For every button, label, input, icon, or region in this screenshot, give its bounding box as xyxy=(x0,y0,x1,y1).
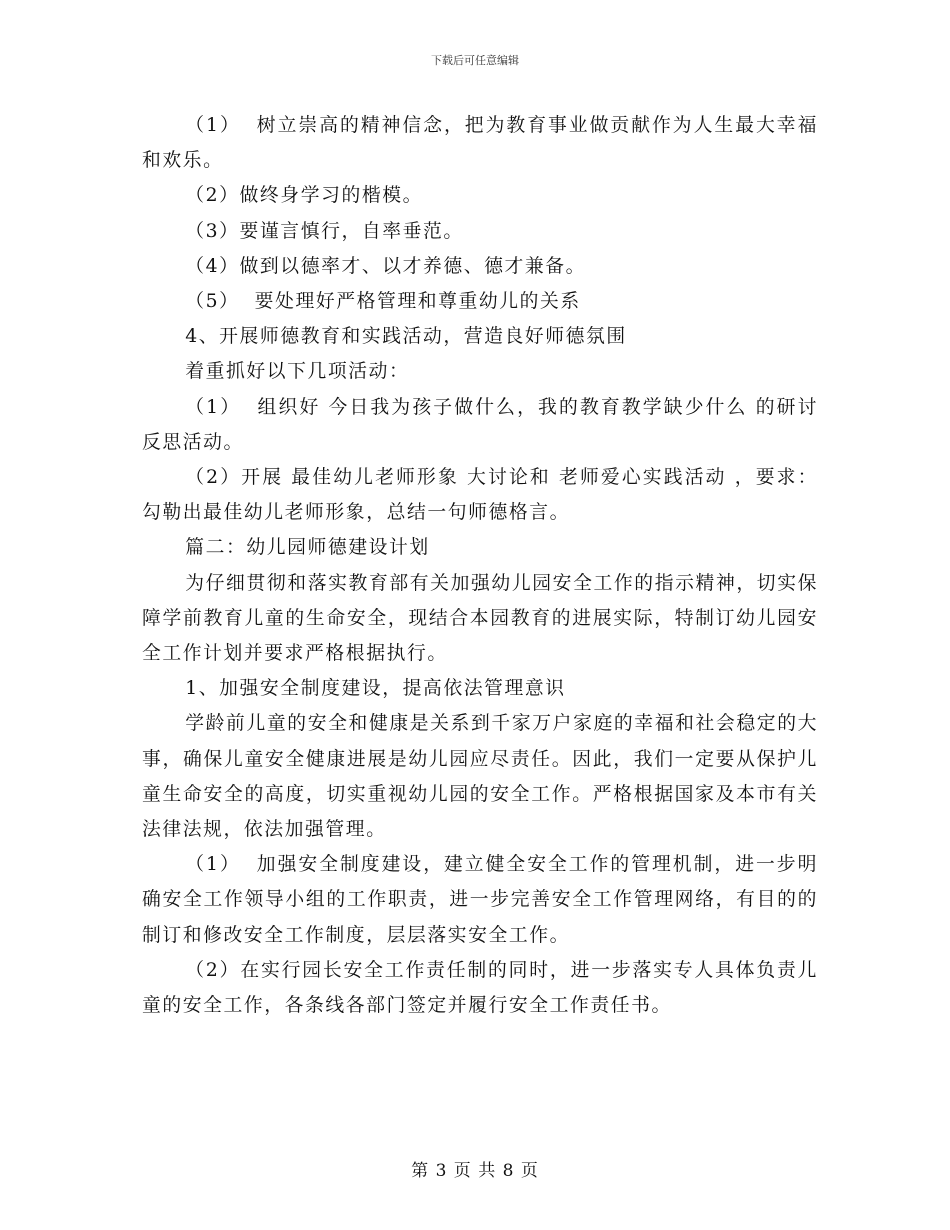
paragraph: （4）做到以德率才、以才养德、德才兼备。 xyxy=(185,255,587,277)
page-header: 下载后可任意编辑 xyxy=(431,54,519,67)
section-heading: 4、开展师德教育和实践活动，营造良好师德氛围 xyxy=(185,326,627,348)
paragraph: （5） 要处理好严格管理和尊重幼儿的关系 xyxy=(185,291,581,313)
document-body xyxy=(142,108,818,1023)
paragraph: （2）在实行园长安全工作责任制的同时，进一步落实专人具体负责儿童的安全工作，各条线各部门签定并履行安全工作责任书。 xyxy=(142,959,818,1017)
paragraph: （1） 加强安全制度建设，建立健全安全工作的管理机制，进一步明确安全工作领导小组的工作职责，进一步完善安全工作管理网络，有目的的制订和修改安全工作制度，层层落实安全工作。 xyxy=(142,854,818,946)
paragraph: （2）开展 最佳幼儿老师形象 大讨论和 老师爱心实践活动 ，要求：勾勒出最佳幼儿老师形象，总结一句师德格言。 xyxy=(142,467,818,524)
paragraph: 着重抓好以下几项活动： xyxy=(185,361,410,383)
paragraph: （2）做终身学习的楷模。 xyxy=(185,185,423,207)
section-heading: 1、加强安全制度建设，提高依法管理意识 xyxy=(185,678,566,700)
paragraph: （1） 树立崇高的精神信念，把为教育事业做贡献作为人生最大幸福和欢乐。 xyxy=(142,115,818,172)
section-title: 篇二：幼儿园师德建设计划 xyxy=(185,537,430,559)
page-number: 第 3 页 共 8 页 xyxy=(411,1161,539,1181)
paragraph: 学龄前儿童的安全和健康是关系到千家万户家庭的幸福和社会稳定的大事，确保儿童安全健康进展是幼儿园应尽责任。因此，我们一定要从保护儿童生命安全的高度，切实重视幼儿园的安全工作。严格根据国家及本市有关法律法规，依法加强管理。 xyxy=(142,713,818,841)
paragraph: （1） 组织好 今日我为孩子做什么，我的教育教学缺少什么 的研讨反思活动。 xyxy=(142,396,818,453)
paragraph: 为仔细贯彻和落实教育部有关加强幼儿园安全工作的指示精神，切实保障学前教育儿童的生命安全，现结合本园教育的进展实际，特制订幼儿园安全工作计划并要求严格根据执行。 xyxy=(142,572,818,665)
paragraph: （3）要谨言慎行，自率垂范。 xyxy=(185,220,464,242)
